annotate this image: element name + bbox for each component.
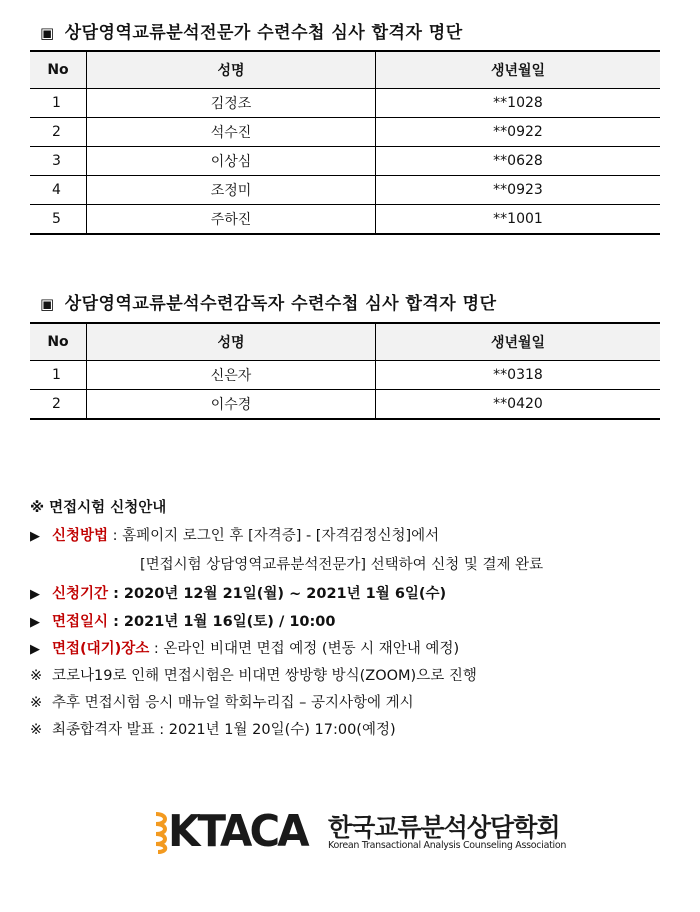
note-line-3: ※ 최종합격자 발표 : 2021년 1월 20일(수) 17:00(예정) [30,722,396,738]
interview-heading: ※ 면접시험 신청안내 [30,500,167,516]
row-name: 신은자 [87,361,376,390]
table-header-row [30,323,660,361]
table-row [30,361,660,390]
row-name: 주하진 [87,205,376,235]
method-label: 신청방법 [52,528,109,544]
row-no: 3 [30,147,87,176]
note-line-1: ※ 코로나19로 인해 면접시험은 비대면 쌍방향 방식(ZOOM)으로 진행 [30,668,477,684]
header-no: No [30,323,87,361]
date-label: 면접일시 [52,614,109,630]
row-no: 2 [30,118,87,147]
row-name: 석수진 [87,118,376,147]
row-birth: **0922 [376,118,661,147]
triangle-bullet-icon: ▶ [30,529,40,544]
triangle-bullet-icon: ▶ [30,615,40,630]
row-name: 김정조 [87,89,376,118]
note-mark-icon: ※ [30,668,43,684]
note-mark-icon: ※ [30,695,43,711]
row-no: 1 [30,89,87,118]
place-label: 면접(대기)장소 [52,641,150,657]
row-name: 이수경 [87,390,376,420]
place-line [30,637,459,658]
row-birth: **0923 [376,176,661,205]
header-name: 성명 [87,51,376,89]
table-row [30,390,660,420]
table-row [30,205,660,235]
row-birth: **0628 [376,147,661,176]
row-birth: **0318 [376,361,661,390]
row-no: 4 [30,176,87,205]
method-text: : 홈페이지 로그인 후 [자격증] - [자격검정신청]에서 [108,528,440,544]
square-bullet-icon: ▣ [40,24,55,42]
logo-mark: KTACA [168,806,307,857]
header-birth: 생년월일 [376,323,661,361]
row-name: 이상심 [87,147,376,176]
place-text: : 온라인 비대면 면접 예정 (변동 시 재안내 예정) [149,641,460,657]
supervisor-roster-table [30,322,660,420]
square-bullet-icon: ▣ [40,295,55,313]
section-title-supervisor: ▣ 상담영역교류분석수련감독자 수련수첩 심사 합격자 명단 [40,294,497,314]
triangle-bullet-icon: ▶ [30,587,40,602]
table-row [30,89,660,118]
table-row [30,176,660,205]
date-text: : 2021년 1월 16일(토) / 10:00 [108,614,336,630]
method-line-2: [면접시험 상담영역교류분석전문가] 선택하여 신청 및 결제 완료 [140,557,544,573]
section-title-expert: ▣ 상담영역교류분석전문가 수련수첩 심사 합격자 명단 [40,23,463,43]
header-birth: 생년월일 [376,51,661,89]
note-mark-icon: ※ [30,722,43,738]
triangle-bullet-icon: ▶ [30,642,40,657]
period-text: : 2020년 12월 21일(월) ~ 2021년 1월 6일(수) [108,586,447,602]
period-label: 신청기간 [52,586,109,602]
header-no: No [30,51,87,89]
ktaca-logo [150,808,570,858]
period-line [30,582,446,603]
logo-name-korean: 한국교류분석상담학회 [328,813,560,842]
table-row [30,118,660,147]
row-birth: **0420 [376,390,661,420]
date-line [30,610,335,631]
table-row [30,147,660,176]
row-name: 조정미 [87,176,376,205]
logo-name-english: Korean Transactional Analysis Counseling Association [328,840,567,851]
row-birth: **1028 [376,89,661,118]
row-no: 1 [30,361,87,390]
row-no: 2 [30,390,87,420]
expert-roster-table [30,50,660,235]
note-line-2: ※ 추후 면접시험 응시 매뉴얼 학회누리집 – 공지사항에 게시 [30,695,414,711]
header-name: 성명 [87,323,376,361]
table-header-row [30,51,660,89]
row-birth: **1001 [376,205,661,235]
method-line [30,524,439,545]
row-no: 5 [30,205,87,235]
